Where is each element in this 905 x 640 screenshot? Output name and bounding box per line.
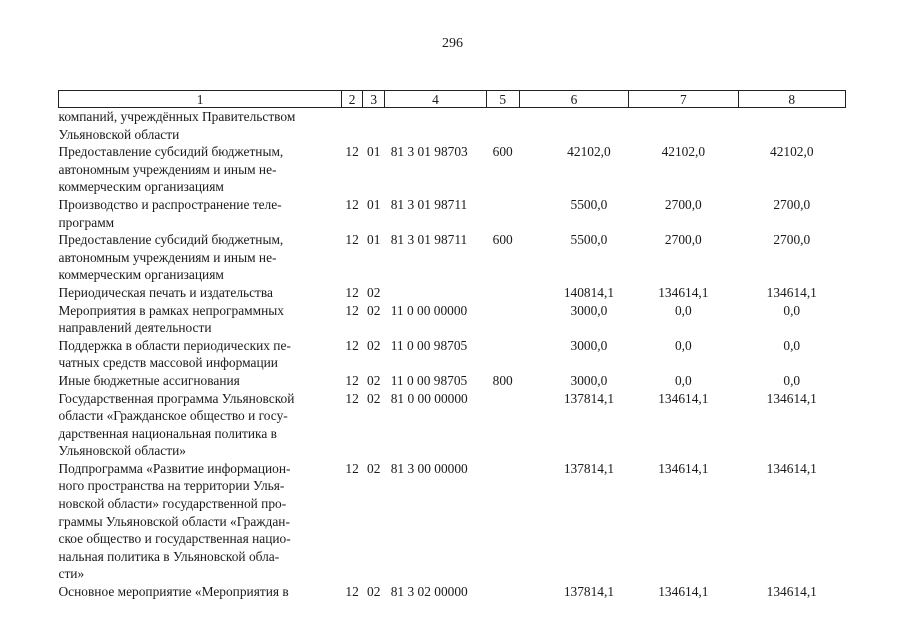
amount-col-8: 0,0 (783, 337, 801, 353)
expense-type-code (486, 302, 519, 337)
table-row (59, 583, 846, 601)
item-name-line: компаний, учреждённых Правительством (58, 109, 296, 124)
item-name (59, 108, 342, 144)
header-col-6: 6 (519, 91, 628, 108)
amount-col-8: 134614,1 (766, 390, 817, 406)
item-name (59, 337, 342, 372)
item-name-line: Ульяновской области» (58, 443, 186, 459)
item-name-line: ское общество и государственная нацио- (58, 531, 291, 547)
section-code: 12 (345, 284, 359, 300)
header-col-4: 4 (385, 91, 486, 108)
amount-col-8: 42102,0 (770, 144, 814, 160)
item-name-line: чатных средств массовой информации (58, 355, 278, 371)
header-col-1: 1 (59, 91, 342, 108)
item-name (59, 583, 342, 601)
budget-table (58, 90, 846, 601)
table-row (59, 372, 846, 390)
amount-col-6: 5500,0 (570, 232, 608, 248)
item-name-line: Мероприятия в рамках непрограммных (58, 302, 284, 318)
section-code: 12 (345, 337, 359, 353)
item-name-line: Производство и распространение теле- (58, 196, 282, 212)
amount-col-7: 0,0 (674, 302, 692, 318)
target-article-code: 81 3 01 98711 (390, 196, 468, 212)
expense-type-code: 600 (492, 144, 513, 160)
subsection-code: 01 (367, 196, 381, 212)
subsection-code: 01 (367, 144, 381, 160)
amount-col-6: 137814,1 (563, 390, 615, 406)
amount-col-8: 0,0 (783, 372, 801, 388)
item-name (59, 231, 342, 284)
expense-type-code (486, 284, 519, 302)
expense-type-code (486, 460, 519, 583)
header-col-2: 2 (342, 91, 363, 108)
amount-col-6: 5500,0 (570, 196, 608, 212)
table-row (59, 196, 846, 231)
amount-col-7: 134614,1 (658, 284, 709, 300)
section-code: 12 (345, 584, 359, 600)
table-row (59, 231, 846, 284)
subsection-code (363, 108, 385, 144)
target-article-code: 81 3 00 00000 (390, 460, 468, 476)
amount-col-8: 134614,1 (766, 584, 817, 600)
item-name-line: направлений деятельности (58, 320, 212, 336)
amount-col-8: 2700,0 (773, 196, 811, 212)
section-code (342, 108, 363, 144)
item-name-line: граммы Ульяновской области «Граждан- (58, 513, 290, 529)
target-article-code (385, 284, 486, 302)
amount-col-6: 3000,0 (570, 302, 608, 318)
amount-col-6: 42102,0 (567, 144, 611, 160)
table-row (59, 108, 846, 144)
item-name (59, 284, 342, 302)
item-name-line: Предоставление субсидий бюджетным, (58, 232, 284, 248)
item-name-line: сти» (58, 566, 85, 582)
amount-col-6: 137814,1 (563, 584, 615, 600)
table-body (59, 108, 846, 601)
expense-type-code: 600 (492, 232, 513, 248)
subsection-code: 02 (367, 584, 381, 600)
subsection-code: 02 (367, 337, 381, 353)
target-article-code: 11 0 00 98705 (390, 337, 468, 353)
item-name-line: Поддержка в области периодических пе- (58, 337, 291, 353)
table-row (59, 390, 846, 460)
item-name-line: Основное мероприятие «Мероприятия в (58, 584, 289, 600)
section-code: 12 (345, 302, 359, 318)
section-code: 12 (345, 372, 359, 388)
expense-type-code: 800 (492, 372, 513, 388)
item-name-line: дарственная национальная политика в (58, 425, 277, 441)
section-code: 12 (345, 196, 359, 212)
item-name (59, 302, 342, 337)
section-code: 12 (345, 144, 359, 160)
amount-col-6: 3000,0 (570, 372, 608, 388)
target-article-code: 11 0 00 00000 (390, 302, 468, 318)
target-article-code: 81 3 02 00000 (390, 584, 468, 600)
amount-col-7: 2700,0 (664, 196, 702, 212)
subsection-code: 02 (367, 460, 381, 476)
table-row (59, 302, 846, 337)
expense-type-code (486, 196, 519, 231)
expense-type-code (486, 390, 519, 460)
subsection-code: 02 (367, 302, 381, 318)
amount-col-8: 134614,1 (766, 284, 817, 300)
subsection-code: 02 (367, 372, 381, 388)
table-row (59, 460, 846, 583)
item-name (59, 390, 342, 460)
item-name-line: коммерческим организациям (58, 179, 224, 195)
header-row (59, 91, 846, 108)
item-name-line: автономным учреждениям и иным не- (58, 249, 277, 265)
amount-col-8: 134614,1 (766, 460, 817, 476)
item-name (59, 143, 342, 196)
section-code: 12 (345, 232, 359, 248)
expense-type-code (486, 337, 519, 372)
item-name (59, 196, 342, 231)
subsection-code: 02 (367, 390, 381, 406)
amount-col-6: 137814,1 (563, 460, 615, 476)
amount-col-6: 140814,1 (563, 284, 615, 300)
expense-type-code (486, 583, 519, 601)
target-article-code (385, 108, 486, 144)
header-col-7: 7 (629, 91, 738, 108)
target-article-code: 81 3 01 98703 (390, 144, 468, 160)
table-row (59, 143, 846, 196)
item-name-line: автономным учреждениям и иным не- (58, 161, 277, 177)
amount-col-7: 2700,0 (664, 232, 702, 248)
amount-col-7: 134614,1 (658, 390, 709, 406)
amount-col-7: 134614,1 (658, 584, 709, 600)
amount-col-7: 0,0 (674, 337, 692, 353)
target-article-code: 11 0 00 98705 (390, 372, 468, 388)
header-col-5: 5 (486, 91, 519, 108)
item-name-line: Иные бюджетные ассигнования (58, 372, 240, 388)
item-name-line: программ (58, 214, 115, 230)
page-number: 296 (442, 36, 463, 51)
amount-col-8 (738, 108, 845, 144)
amount-col-7: 42102,0 (661, 144, 706, 160)
item-name (59, 460, 342, 583)
item-name-line: новской области» государственной про- (58, 496, 287, 512)
table-row (59, 337, 846, 372)
item-name-line: Предоставление субсидий бюджетным, (58, 144, 284, 160)
subsection-code: 01 (367, 232, 381, 248)
amount-col-6: 3000,0 (570, 337, 608, 353)
subsection-code: 02 (367, 284, 381, 300)
amount-col-8: 2700,0 (773, 232, 811, 248)
target-article-code: 81 0 00 00000 (390, 390, 468, 406)
item-name-line: Периодическая печать и издательства (58, 284, 273, 300)
item-name-line: области «Гражданское общество и госу- (58, 408, 288, 424)
amount-col-7: 0,0 (674, 372, 692, 388)
item-name-line: Ульяновской области (58, 126, 180, 142)
target-article-code: 81 3 01 98711 (390, 232, 468, 248)
section-code: 12 (345, 390, 359, 406)
table-header (59, 91, 846, 108)
item-name-line: коммерческим организациям (58, 267, 224, 283)
header-col-8: 8 (738, 91, 845, 108)
table-row (59, 284, 846, 302)
amount-col-8: 0,0 (783, 302, 801, 318)
expense-type-code (486, 108, 519, 144)
amount-col-7 (629, 108, 738, 144)
item-name-line: Подпрограмма «Развитие информацион- (58, 460, 291, 476)
item-name-line: ного пространства на территории Улья- (58, 478, 285, 494)
header-col-3: 3 (363, 91, 385, 108)
section-code: 12 (345, 460, 359, 476)
item-name-line: Государственная программа Ульяновской (58, 390, 295, 406)
item-name-line: нальная политика в Ульяновской обла- (58, 548, 280, 564)
amount-col-7: 134614,1 (658, 460, 709, 476)
item-name (59, 372, 342, 390)
amount-col-6 (519, 108, 628, 144)
